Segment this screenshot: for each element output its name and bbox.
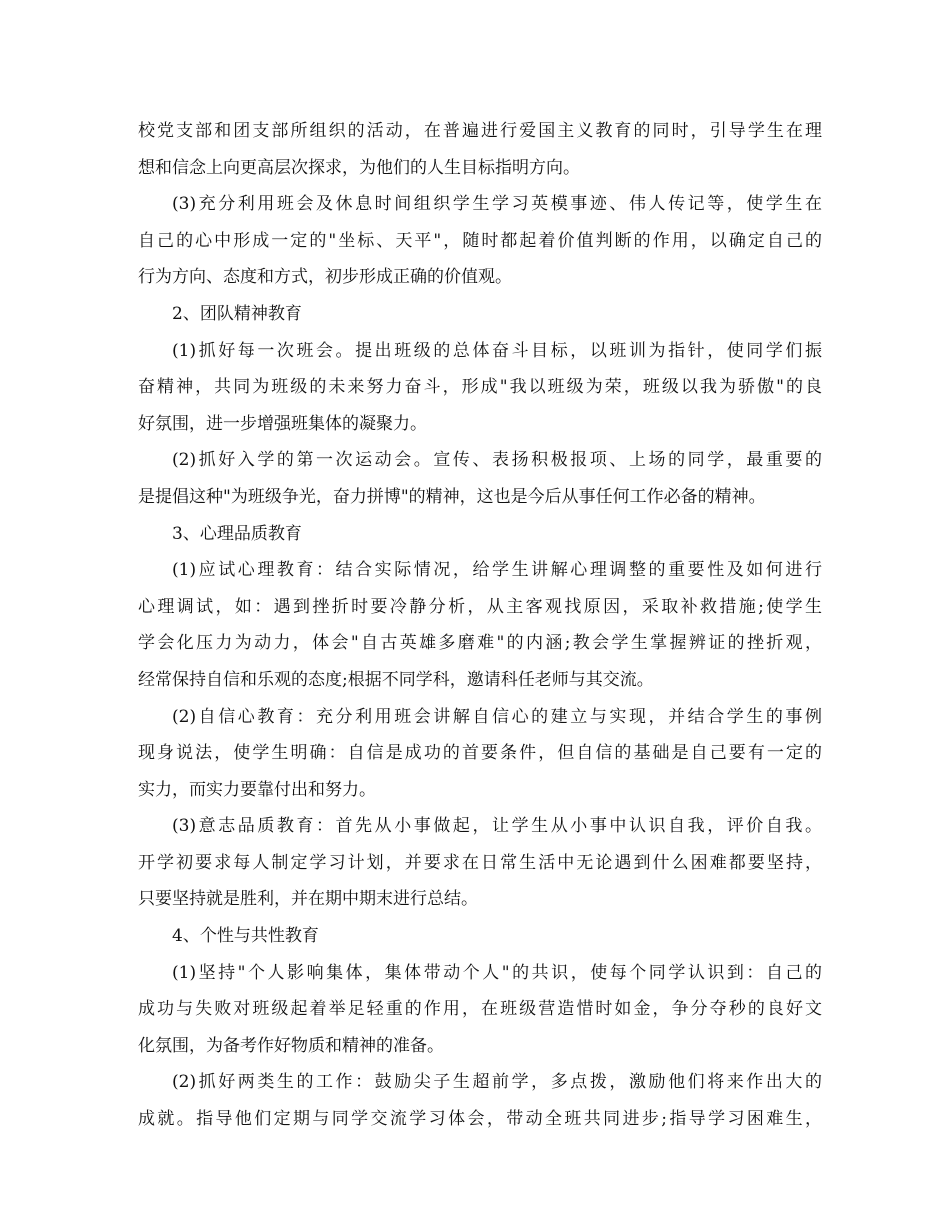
text-line: 好氛围，进一步增强班集体的凝聚力。	[138, 413, 427, 434]
text-line: (1)应试心理教育：结合实际情况，给学生讲解心理调整的重要性及如何进行	[172, 560, 822, 581]
text-line: 实力，而实力要靠付出和努力。	[138, 779, 376, 800]
text-line: 心理调试，如：遇到挫折时要冷静分析，从主客观找原因，采取补救措施;使学生	[138, 596, 822, 617]
text-line: 奋精神，共同为班级的未来努力奋斗，形成"我以班级为荣，班级以我为骄傲"的良	[138, 377, 822, 398]
text-line: 2、团队精神教育	[172, 303, 302, 324]
text-line: 想和信念上向更高层次探求，为他们的人生目标指明方向。	[138, 157, 580, 178]
text-line: (2)抓好入学的第一次运动会。宣传、表扬积极报项、上场的同学，最重要的	[172, 450, 822, 471]
text-line: 3、心理品质教育	[172, 523, 302, 544]
text-line: 是提倡这种"为班级争光，奋力拼博"的精神，这也是今后从事任何工作必备的精神。	[138, 486, 766, 507]
text-line: (2)自信心教育：充分利用班会讲解自信心的建立与实现，并结合学生的事例	[172, 706, 822, 727]
text-line: (3)充分利用班会及休息时间组织学生学习英模事迹、伟人传记等，使学生在	[172, 194, 822, 215]
text-line: 4、个性与共性教育	[172, 926, 319, 947]
text-line: 校党支部和团支部所组织的活动，在普遍进行爱国主义教育的同时，引导学生在理	[138, 121, 822, 141]
text-line: 开学初要求每人制定学习计划，并要求在日常生活中无论遇到什么困难都要坚持，	[138, 852, 822, 873]
text-line: (3)意志品质教育：首先从小事做起，让学生从小事中认识自我，评价自我。	[172, 816, 822, 837]
document-body	[138, 113, 822, 1138]
text-line: (1)抓好每一次班会。提出班级的总体奋斗目标，以班训为指针，使同学们振	[172, 340, 822, 361]
text-line: (2)抓好两类生的工作：鼓励尖子生超前学，多点拨，激励他们将来作出大的	[172, 1072, 822, 1093]
text-line: 自己的心中形成一定的"坐标、天平"，随时都起着价值判断的作用，以确定自己的	[138, 230, 822, 251]
text-line: 只要坚持就是胜利，并在期中期末进行总结。	[138, 889, 478, 910]
text-line: 现身说法，使学生明确：自信是成功的首要条件，但自信的基础是自己要有一定的	[138, 743, 822, 764]
text-line: 成就。指导他们定期与同学交流学习体会，带动全班共同进步;指导学习困难生，	[138, 1109, 822, 1130]
text-line: 经常保持自信和乐观的态度;根据不同学科，邀请科任老师与其交流。	[138, 669, 654, 690]
text-line: 成功与失败对班级起着举足轻重的作用，在班级营造惜时如金，争分夺秒的良好文	[138, 999, 822, 1020]
text-line: (1)坚持"个人影响集体，集体带动个人"的共识，使每个同学认识到：自己的	[172, 962, 822, 983]
text-line: 学会化压力为动力，体会"自古英雄多磨难"的内涵;教会学生掌握辨证的挫折观，	[138, 633, 822, 654]
text-line: 行为方向、态度和方式，初步形成正确的价值观。	[138, 267, 512, 288]
text-line: 化氛围，为备考作好物质和精神的准备。	[138, 1035, 444, 1056]
